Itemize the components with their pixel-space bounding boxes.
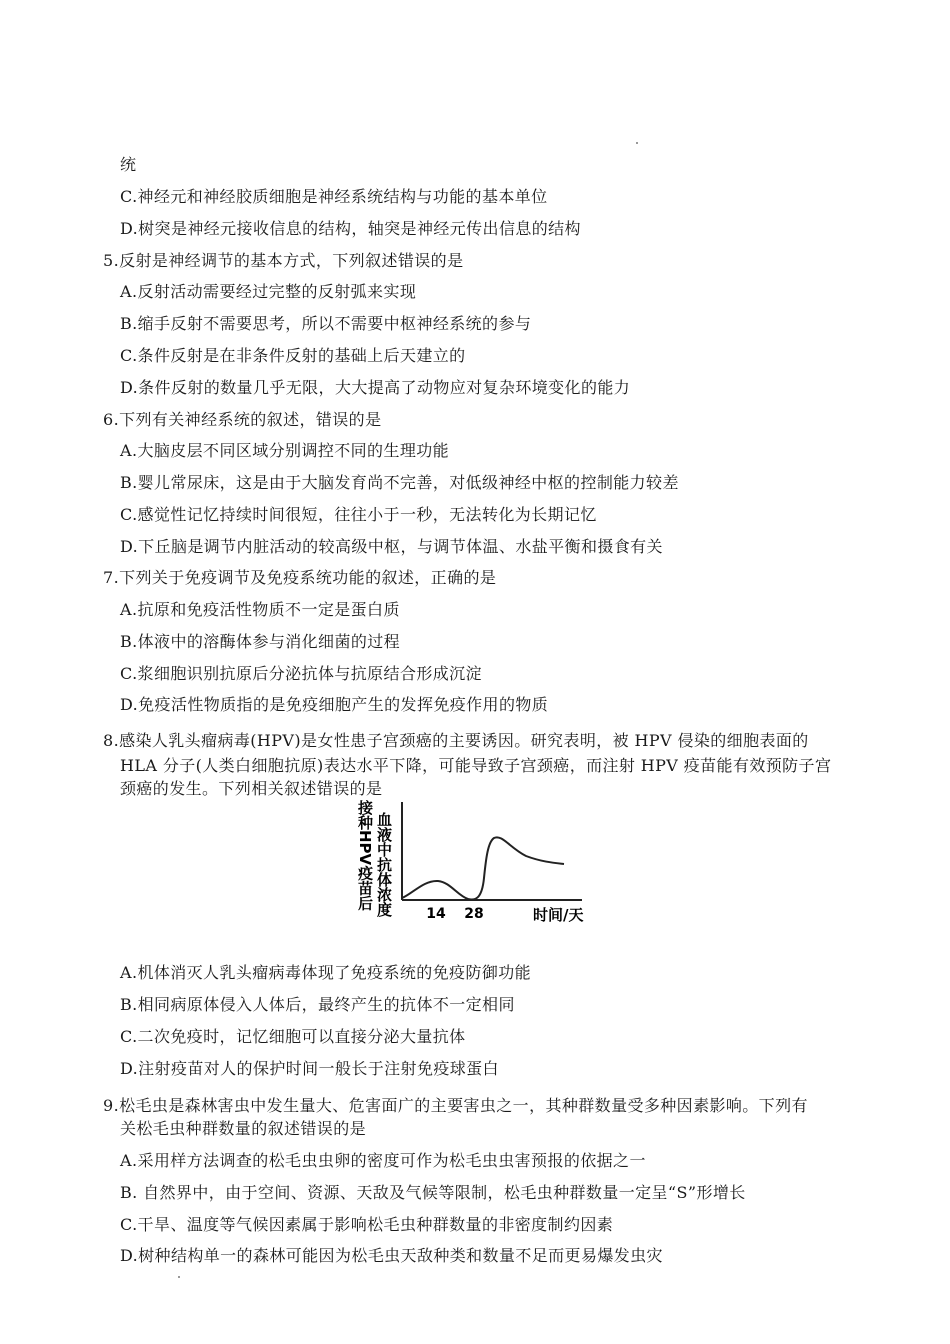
option-9c: C.干旱、温度等气候因素属于影响松毛虫种群数量的非密度制约因素 xyxy=(120,1215,614,1234)
question-9-line1: 9.松毛虫是森林害虫中发生量大、危害面广的主要害虫之一，其种群数量受多种因素影响。下列有 xyxy=(103,1096,808,1115)
antibody-curve xyxy=(402,837,564,899)
question-9-line2: 关松毛虫种群数量的叙述错误的是 xyxy=(120,1119,367,1138)
continuation-text: 统 xyxy=(120,155,137,174)
option-7c: C.浆细胞识别抗原后分泌抗体与抗原结合形成沉淀 xyxy=(120,664,482,683)
question-5: 5.反射是神经调节的基本方式，下列叙述错误的是 xyxy=(103,251,464,270)
option-5d: D.条件反射的数量几乎无限，大大提高了动物应对复杂环境变化的能力 xyxy=(120,378,631,397)
question-6: 6.下列有关神经系统的叙述，错误的是 xyxy=(103,410,382,429)
x-axis-label: 时间/天 xyxy=(533,906,584,924)
question-8-line3: 颈癌的发生。下列相关叙述错误的是 xyxy=(120,779,383,798)
option-5b: B.缩手反射不需要思考，所以不需要中枢神经系统的参与 xyxy=(120,314,532,333)
option-7d: D.免疫活性物质指的是免疫细胞产生的发挥免疫作用的物质 xyxy=(120,695,549,714)
option-9a: A.采用样方法调查的松毛虫虫卵的密度可作为松毛虫虫害预报的依据之一 xyxy=(120,1151,646,1170)
option-8b: B.相同病原体侵入人体后，最终产生的抗体不一定相同 xyxy=(120,995,515,1014)
option-7a: A.抗原和免疫活性物质不一定是蛋白质 xyxy=(120,600,400,619)
y-axis-label-line2: 血液中抗体浓度 xyxy=(375,812,393,917)
scan-speck xyxy=(178,1276,180,1278)
option-8a: A.机体消灭人乳头瘤病毒体现了免疫系统的免疫防御功能 xyxy=(120,963,532,982)
option-6d: D.下丘脑是调节内脏活动的较高级中枢，与调节体温、水盐平衡和摄食有关 xyxy=(120,537,663,556)
question-8-line2: HLA 分子(人类白细胞抗原)表达水平下降，可能导致子宫颈癌，而注射 HPV 疫苗能有效预防子宫 xyxy=(120,756,832,775)
option-6a: A.大脑皮层不同区域分别调控不同的生理功能 xyxy=(120,441,450,460)
option-5a: A.反射活动需要经过完整的反射弧来实现 xyxy=(120,282,417,301)
question-8-line1: 8.感染人乳头瘤病毒(HPV)是女性患子宫颈癌的主要诱因。研究表明，被 HPV 侵染的细胞表面的 xyxy=(103,731,809,750)
y-axis-label-line1: 接种HPV疫苗后 xyxy=(356,800,374,911)
option-9b: B. 自然界中，由于空间、资源、天敌及气候等限制，松毛虫种群数量一定呈“S”形增长 xyxy=(120,1183,746,1202)
tick-label-14: 14 xyxy=(426,906,446,922)
option-7b: B.体液中的溶酶体参与消化细菌的过程 xyxy=(120,632,401,651)
option-6b: B.婴儿常尿床，这是由于大脑发育尚不完善，对低级神经中枢的控制能力较差 xyxy=(120,473,679,492)
option-4d: D.树突是神经元接收信息的结构，轴突是神经元传出信息的结构 xyxy=(120,219,581,238)
option-6c: C.感觉性记忆持续时间很短，往往小于一秒，无法转化为长期记忆 xyxy=(120,505,597,524)
question-7: 7.下列关于免疫调节及免疫系统功能的叙述，正确的是 xyxy=(103,568,497,587)
option-9d: D.树种结构单一的森林可能因为松毛虫天敌种类和数量不足而更易爆发虫灾 xyxy=(120,1246,663,1265)
option-8c: C.二次免疫时，记忆细胞可以直接分泌大量抗体 xyxy=(120,1027,466,1046)
option-4c: C.神经元和神经胶质细胞是神经系统结构与功能的基本单位 xyxy=(120,187,548,206)
option-5c: C.条件反射是在非条件反射的基础上后天建立的 xyxy=(120,346,466,365)
tick-label-28: 28 xyxy=(464,906,484,922)
scan-speck xyxy=(636,142,638,144)
option-8d: D.注射疫苗对人的保护时间一般长于注射免疫球蛋白 xyxy=(120,1059,499,1078)
antibody-concentration-figure xyxy=(350,798,600,928)
